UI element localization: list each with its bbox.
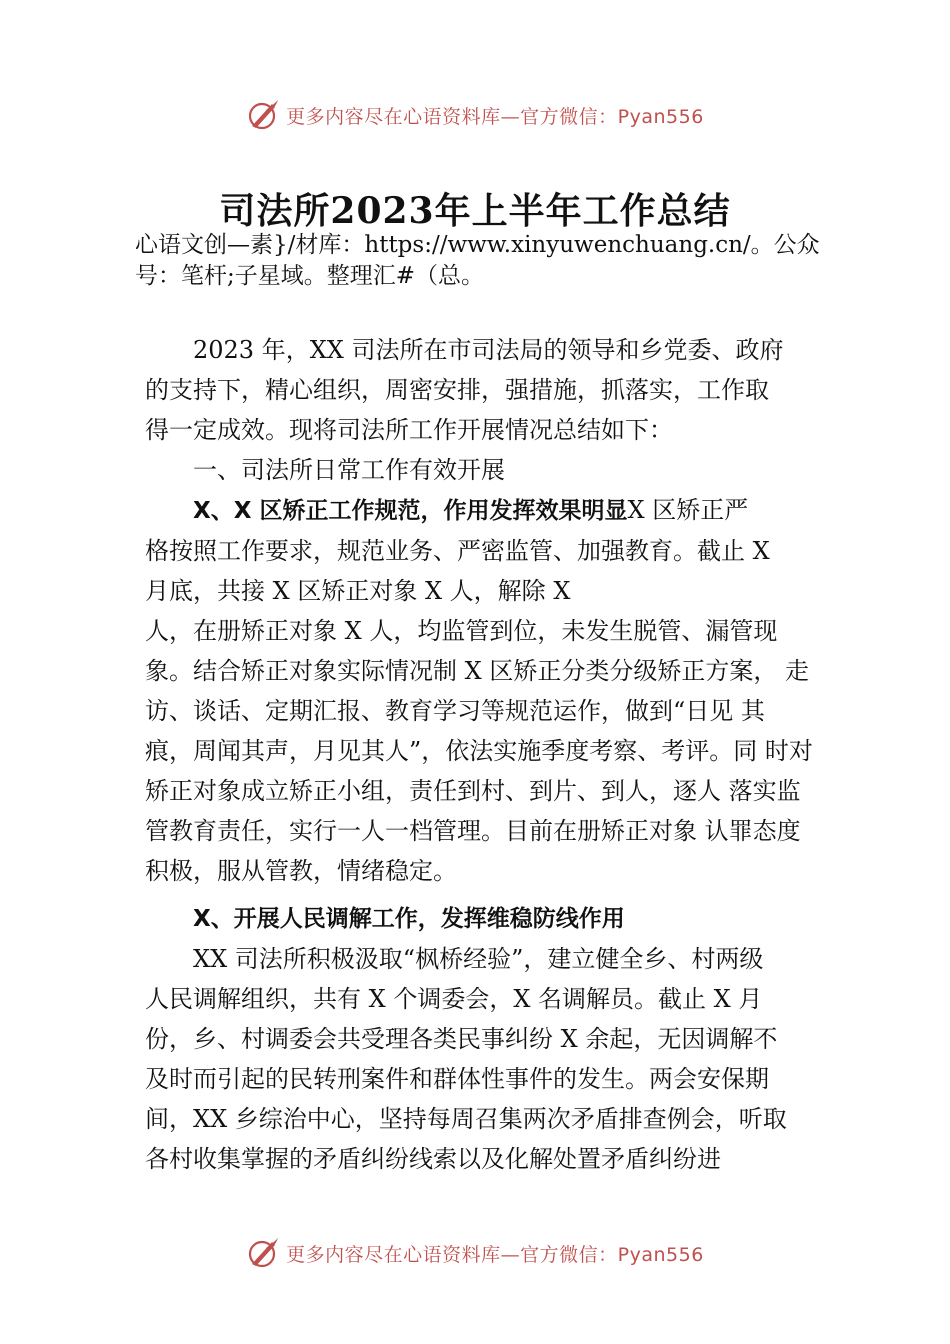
sub-heading-mediation: X、开展人民调解工作，发挥维稳防线作用: [193, 906, 625, 932]
quill-logo-icon: [246, 1236, 280, 1270]
quill-logo-icon: [246, 98, 280, 132]
correction-paragraph: X、X 区矫正工作规范，作用发挥效果明显X 区矫正严 格按照工作要求，规范业务、严密监管、加强教育。截止 X 月底，共接 X 区矫正对象 X 人，解除 X 人，在册矫正对象 X 人，均监管到位，未发生脱管、漏管现 象。结合矫正对象实际情况制 X 区矫正分类分级矫正方案， 走 访、谈话、定期汇报、教育学习等规范运作，做到“日见 其 痕，周闻其声，月见其人”，依法实施季度考察、考评。同 时对 矫正对象成立矫正小组，责任到村、到片、到人，逐人 落实监 管教育责任，实行一人一档管理。目前在册矫正对象 认罪态度 积极，服从管教，情绪稳定。: [145, 496, 813, 885]
watermark-text: 更多内容尽在心语资料库—官方微信：Pyan556: [286, 1243, 704, 1266]
section-heading: 一、司法所日常工作有效开展: [193, 456, 505, 484]
intro-paragraph: 2023 年，XX 司法所在市司法局的领导和乡党委、政府 的支持下，精心组织，周密安排，强措施，抓落实，工作取 得一定成效。现将司法所工作开展情况总结如下：: [145, 336, 784, 444]
watermark-text: 更多内容尽在心语资料库—官方微信：Pyan556: [286, 105, 704, 128]
watermark-banner-bottom: [0, 1233, 950, 1273]
mediation-heading-paragraph: [145, 899, 840, 939]
document-title: 司法所2023年上半年工作总结: [219, 190, 731, 232]
sub-heading-correction: X、X 区矫正工作规范，作用发挥效果明显: [193, 498, 628, 524]
mediation-paragraph: XX 司法所积极汲取“枫桥经验”，建立健全乡、村两级 人民调解组织，共有 X 个调委会，X 名调解员。截止 X 月 份，乡、村调委会共受理各类民事纠纷 X 余起，无因调解不 及时而引起的民转刑案件和群体性事件的发生。两会安保期 间，XX 乡综治中心，坚持每周召集两次矛盾排查例会，听取 各村收集掌握的矛盾纠纷线索以及化解处置矛盾纠纷进: [145, 945, 787, 1173]
source-line: 心语文创—素}/材库：https://www.xinyuwenchuang.cn/。公众号：笔杆;子星域。整理汇#（总。: [135, 232, 820, 289]
watermark-banner-top: [0, 95, 950, 135]
document-body: [145, 330, 840, 1179]
